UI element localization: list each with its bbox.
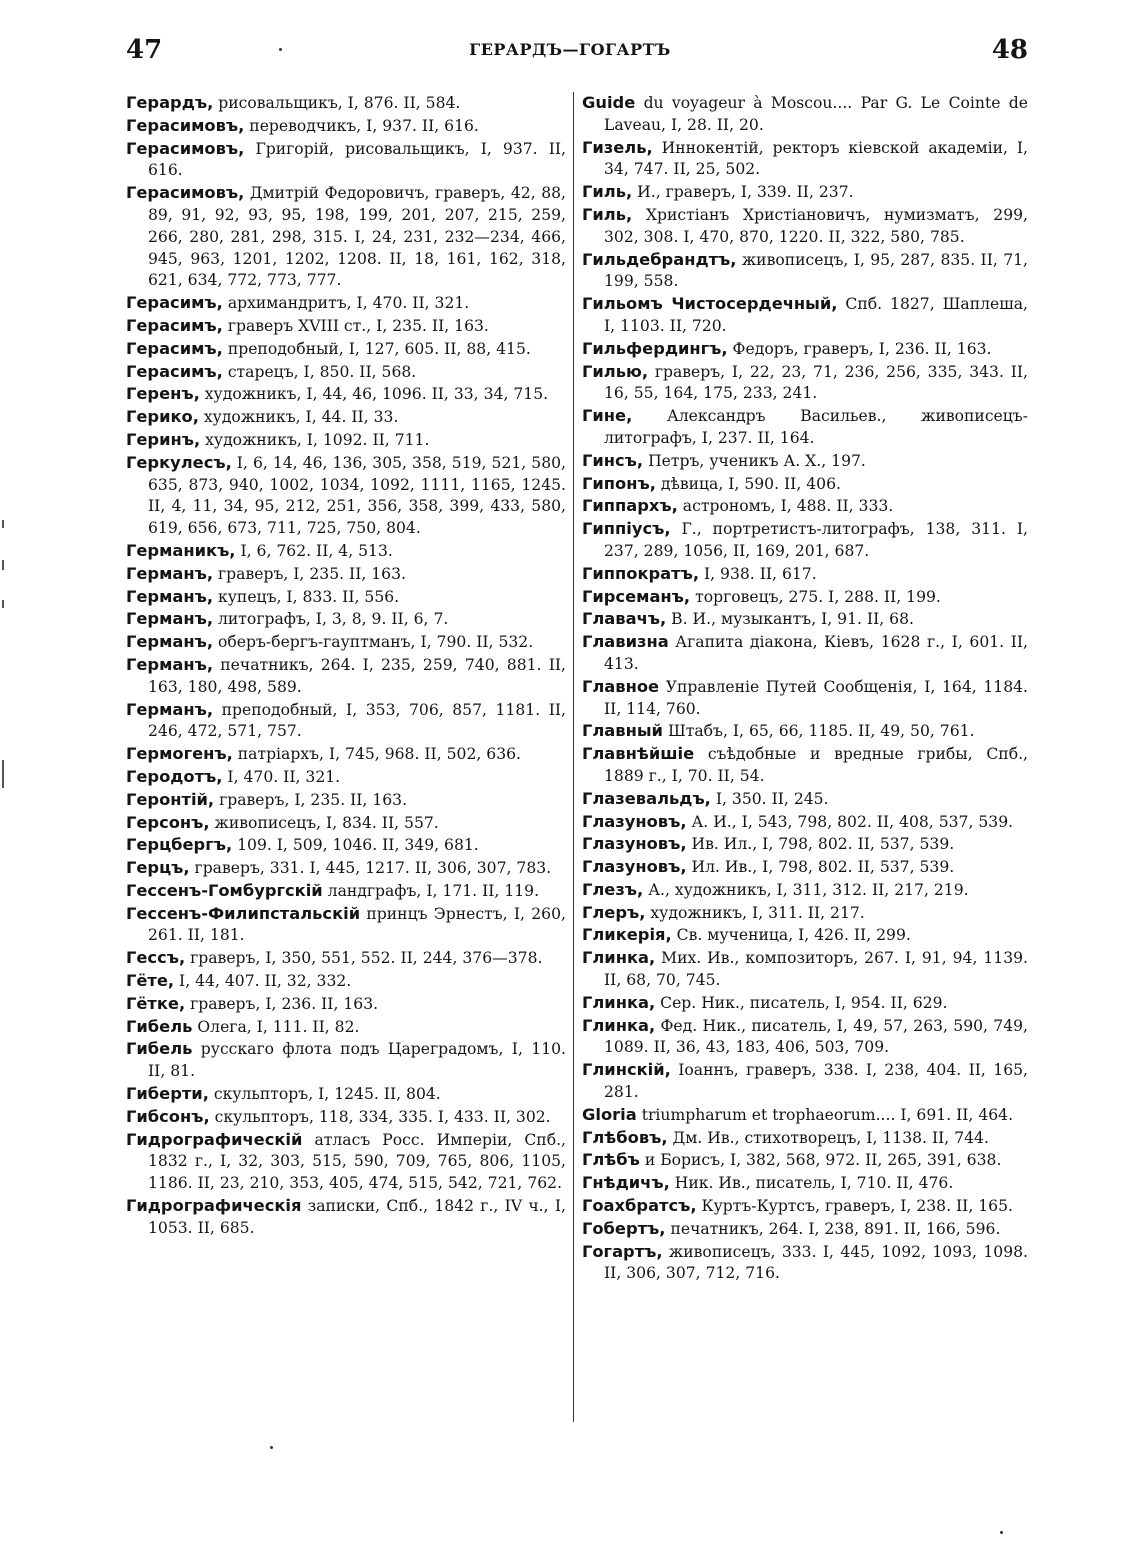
- entry-references: художникъ, I, 311. II, 217.: [645, 903, 865, 922]
- index-entry: [126, 608, 566, 631]
- entry-references: граверъ, I, 22, 23, 71, 236, 256, 335, 343. II, 16, 55, 164, 175, 233, 241.: [604, 362, 1028, 403]
- print-speck: [1000, 1531, 1003, 1534]
- entry-headword: Гиберти,: [126, 1084, 209, 1104]
- index-entry: [582, 811, 1028, 834]
- entry-headword: Герасимъ,: [126, 293, 223, 313]
- entry-references: Иннокентій, ректоръ кіевской академіи, I, 34, 747. II, 25, 502.: [604, 138, 1028, 179]
- entry-headword: Гине,: [582, 406, 633, 426]
- index-entry: [582, 450, 1028, 473]
- entry-references: и Борисъ, I, 382, 568, 972. II, 265, 391, 638.: [639, 1151, 1002, 1170]
- index-entry: [126, 563, 566, 586]
- print-speck: [279, 48, 282, 51]
- entry-references: печатникъ, 264. I, 235, 259, 740, 881. II, 163, 180, 498, 589.: [148, 655, 566, 696]
- entry-references: живописецъ, I, 95, 287, 835. II, 71, 199, 558.: [604, 250, 1028, 291]
- entry-references: старецъ, I, 850. II, 568.: [222, 362, 417, 381]
- entry-references: I, 470. II, 321.: [222, 767, 341, 786]
- index-entry: [582, 1195, 1028, 1218]
- index-entry: [582, 586, 1028, 609]
- entry-references: скульпторъ, I, 1245. II, 804.: [208, 1085, 441, 1104]
- entry-headword: Глинка,: [582, 992, 656, 1012]
- entry-headword: Гипонъ,: [582, 473, 656, 493]
- index-entry: [126, 947, 566, 970]
- entry-references: Дм. Ив., стихотворецъ, I, 1138. II, 744.: [667, 1128, 989, 1147]
- entry-headword: Гибель: [126, 1016, 193, 1036]
- index-entry: [126, 115, 566, 138]
- entry-headword: Германъ,: [126, 609, 214, 629]
- entry-headword: Герасимовъ,: [126, 115, 245, 135]
- index-entry: [126, 789, 566, 812]
- index-entry: [126, 292, 566, 315]
- index-column-right: [582, 92, 1028, 1285]
- index-entry: [126, 857, 566, 880]
- entry-references: Г., портретистъ-литографъ, 138, 311. I, 237, 289, 1056, II, 169, 201, 687.: [604, 520, 1028, 560]
- index-entry: [582, 1218, 1028, 1241]
- entry-references: архимандритъ, I, 470. II, 321.: [222, 294, 470, 313]
- running-head: ГЕРАРДЪ—ГОГАРТЪ: [469, 40, 671, 59]
- index-entry: [126, 138, 566, 183]
- index-entry: [126, 406, 566, 429]
- entry-headword: Геринъ,: [126, 429, 201, 449]
- entry-references: астрономъ, I, 488. II, 333.: [677, 497, 894, 516]
- entry-references: купецъ, I, 833. II, 556.: [213, 587, 400, 606]
- entry-references: Александръ Васильев., живописецъ-литографъ, I, 237. II, 164.: [604, 407, 1028, 447]
- entry-headword: Герасимовъ,: [126, 183, 245, 203]
- entry-references: живописецъ, 333. I, 445, 1092, 1093, 1098. II, 306, 307, 712, 716.: [604, 1242, 1028, 1283]
- entry-headword: Гессъ,: [126, 948, 186, 968]
- entry-headword: Герардъ,: [126, 93, 214, 112]
- index-entry: [126, 699, 566, 744]
- index-entry: [582, 902, 1028, 925]
- entry-headword: Геродотъ,: [126, 766, 223, 786]
- index-entry: [126, 654, 566, 699]
- index-entry: [126, 540, 566, 563]
- entry-references: Мих. Ив., композиторъ, 267. I, 91, 94, 1139. II, 68, 70, 745.: [604, 949, 1028, 990]
- entry-references: Сер. Ник., писатель, I, 954. II, 629.: [655, 993, 948, 1012]
- entry-headword: Главный: [582, 721, 663, 741]
- entry-references: атласъ Росс. Имперіи, Спб., 1832 г., I, 32, 303, 515, 590, 709, 765, 806, 1105, 1186. II, 23, 210, 353, 405, 474, 515, 542, 721, 762.: [148, 1130, 566, 1193]
- index-entry: [582, 563, 1028, 586]
- entry-headword: Гильомъ Чистосердечный,: [582, 294, 838, 314]
- entry-references: Ил. Ив., I, 798, 802. II, 537, 539.: [686, 858, 955, 877]
- entry-references: Агапита діакона, Кіевъ, 1628 г., I, 601. II, 413.: [604, 633, 1028, 673]
- index-entry: [126, 1129, 566, 1195]
- index-entry: [126, 631, 566, 654]
- index-entry: [582, 1241, 1028, 1286]
- index-entry: [582, 1059, 1028, 1104]
- index-entry: [582, 856, 1028, 879]
- index-entry: [126, 92, 566, 115]
- entry-references: Дмитрій Федоровичъ, граверъ, 42, 88, 89, 91, 92, 93, 95, 198, 199, 201, 207, 215, 259, 266, 280, 281, 298, 315. I, 24, 231, 232—234, 466, 945, 963, 1201, 1202, 1208. II, 18, 161, 162, 318, 621, 634, 772, 773, 777.: [148, 184, 566, 290]
- entry-headword: Гидрографическія: [126, 1196, 302, 1216]
- entry-headword: Гиппократъ,: [582, 563, 700, 583]
- index-entry: [126, 1195, 566, 1240]
- entry-references: I, 938. II, 617.: [699, 564, 817, 583]
- entry-headword: Гиль,: [582, 204, 633, 224]
- entry-headword: Геркулесъ,: [126, 452, 232, 472]
- entry-references: принцъ Эрнестъ, I, 260, 261. II, 181.: [148, 904, 566, 945]
- entry-references: художникъ, I, 1092. II, 711.: [200, 430, 430, 449]
- index-entry: [582, 833, 1028, 856]
- entry-references: Христіанъ Христіановичъ, нумизматъ, 299, 302, 308. I, 470, 870, 1220. II, 322, 580, 785.: [604, 205, 1028, 246]
- entry-headword: Гермогенъ,: [126, 744, 233, 764]
- entry-references: I, 6, 762. II, 4, 513.: [235, 541, 393, 560]
- entry-headword: Глинка,: [582, 1015, 656, 1035]
- index-entry: [126, 1038, 566, 1083]
- entry-headword: Геронтій,: [126, 789, 215, 809]
- entry-headword: Геренъ,: [126, 384, 200, 404]
- entry-headword: Глазуновъ,: [582, 811, 687, 831]
- entry-references: triumpharum et trophaeorum.... I, 691. II, 464.: [636, 1105, 1014, 1124]
- entry-headword: Гессенъ-Филипстальскій: [126, 903, 361, 923]
- entry-headword: Германъ,: [126, 699, 214, 719]
- index-entry: [582, 676, 1028, 721]
- index-entry: [582, 788, 1028, 811]
- page-number-right: 48: [991, 35, 1028, 65]
- index-entry: [126, 452, 566, 540]
- entry-references: Св. мученица, I, 426. II, 299.: [671, 926, 911, 945]
- entry-headword: Глѣбъ: [582, 1150, 640, 1170]
- scan-edge-mark: [2, 760, 4, 788]
- entry-headword: Глазевальдъ,: [582, 788, 711, 808]
- entry-references: торговецъ, 275. I, 288. II, 199.: [690, 587, 941, 606]
- column-divider: [573, 92, 574, 1422]
- entry-references: дѣвица, I, 590. II, 406.: [655, 474, 841, 493]
- entry-headword: Герико,: [126, 407, 199, 427]
- entry-headword: Гибсонъ,: [126, 1106, 210, 1126]
- entry-references: преподобный, I, 127, 605. II, 88, 415.: [222, 339, 531, 358]
- entry-references: И., граверъ, I, 339. II, 237.: [632, 183, 854, 202]
- entry-references: Куртъ-Куртсъ, граверъ, I, 238. II, 165.: [696, 1197, 1013, 1216]
- entry-headword: Гоахбратсъ,: [582, 1196, 697, 1216]
- entry-references: патріархъ, I, 745, 968. II, 502, 636.: [232, 745, 522, 764]
- entry-headword: Guide: [582, 93, 636, 112]
- entry-references: рисовальщикъ, I, 876. II, 584.: [213, 94, 461, 112]
- entry-references: Олега, I, 111. II, 82.: [192, 1017, 360, 1036]
- index-entry: [126, 743, 566, 766]
- entry-headword: Гиль,: [582, 182, 633, 202]
- index-entry: [126, 182, 566, 292]
- entry-headword: Гётке,: [126, 993, 186, 1013]
- entry-references: I, 44, 407. II, 32, 332.: [174, 972, 352, 991]
- index-entry: [582, 947, 1028, 992]
- index-entry: [582, 743, 1028, 788]
- entry-headword: Гобертъ,: [582, 1218, 666, 1238]
- index-entry: [126, 834, 566, 857]
- entry-references: съѣдобные и вредные грибы, Спб., 1889 г., I, 70. II, 54.: [604, 745, 1028, 785]
- entry-headword: Герцъ,: [126, 858, 190, 878]
- entry-references: 109. I, 509, 1046. II, 349, 681.: [232, 836, 479, 855]
- entry-references: граверъ, I, 235. II, 163.: [213, 564, 406, 583]
- entry-references: I, 350. II, 245.: [710, 789, 829, 808]
- entry-headword: Глеръ,: [582, 902, 646, 922]
- index-entry: [582, 1015, 1028, 1060]
- index-entry: [582, 361, 1028, 406]
- entry-headword: Герасимъ,: [126, 315, 223, 335]
- index-entry: [582, 137, 1028, 182]
- entry-headword: Герасимовъ,: [126, 138, 245, 158]
- entry-references: скульпторъ, 118, 334, 335. I, 433. II, 302.: [209, 1107, 551, 1126]
- entry-headword: Герасимъ,: [126, 361, 223, 381]
- index-entry: [582, 924, 1028, 947]
- entry-headword: Глазуновъ,: [582, 834, 687, 854]
- index-entry: [582, 992, 1028, 1015]
- entry-headword: Гирсеманъ,: [582, 586, 691, 606]
- entry-references: литографъ, I, 3, 8, 9. II, 6, 7.: [213, 610, 449, 629]
- entry-headword: Gloria: [582, 1104, 637, 1124]
- index-entry: [126, 1083, 566, 1106]
- index-entry: [126, 361, 566, 384]
- index-entry: [582, 720, 1028, 743]
- index-entry: [126, 880, 566, 903]
- index-entry: [126, 766, 566, 789]
- index-entry: [582, 1172, 1028, 1195]
- index-entry: [582, 338, 1028, 361]
- index-entry: [126, 903, 566, 948]
- entry-headword: Германъ,: [126, 563, 214, 583]
- entry-headword: Главнѣйшіе: [582, 744, 695, 764]
- entry-references: переводчикъ, I, 937. II, 616.: [244, 116, 479, 135]
- entry-references: В. И., музыкантъ, I, 91. II, 68.: [666, 610, 914, 629]
- entry-headword: Глезъ,: [582, 879, 644, 899]
- entry-references: du voyageur à Moscou.... Par G. Le Cointe de Laveau, I, 28. II, 20.: [604, 94, 1028, 134]
- entry-references: Фед. Ник., писатель, I, 49, 57, 263, 590, 749, 1089. II, 36, 43, 183, 406, 503, 709.: [604, 1016, 1028, 1057]
- index-entry: [582, 293, 1028, 338]
- entry-headword: Глинка,: [582, 948, 656, 968]
- entry-references: живописецъ, I, 834. II, 557.: [209, 813, 439, 832]
- index-entry: [582, 249, 1028, 294]
- entry-headword: Германъ,: [126, 586, 214, 606]
- entry-headword: Гизель,: [582, 137, 653, 157]
- index-entry: [126, 970, 566, 993]
- entry-references: художникъ, I, 44, 46, 1096. II, 33, 34, 715.: [199, 385, 549, 404]
- index-entry: [582, 204, 1028, 249]
- entry-headword: Гидрографическій: [126, 1129, 303, 1149]
- entry-headword: Глазуновъ,: [582, 857, 687, 877]
- index-entry: [126, 338, 566, 361]
- entry-headword: Германикъ,: [126, 540, 236, 560]
- entry-references: граверъ, I, 350, 551, 552. II, 244, 376—378.: [185, 949, 543, 968]
- entry-headword: Главизна: [582, 632, 669, 652]
- entry-headword: Главное: [582, 676, 660, 696]
- entry-headword: Гильфердингъ,: [582, 338, 728, 358]
- entry-headword: Гёте,: [126, 971, 175, 991]
- entry-headword: Главачъ,: [582, 609, 667, 629]
- entry-headword: Гинсъ,: [582, 450, 644, 470]
- entry-references: А., художникъ, I, 311, 312. II, 217, 219.: [643, 880, 969, 899]
- scan-edge-mark: [2, 520, 4, 528]
- entry-headword: Гнѣдичъ,: [582, 1173, 670, 1193]
- page-header: [0, 34, 1140, 68]
- entry-headword: Гиппархъ,: [582, 496, 678, 516]
- entry-references: I, 6, 14, 46, 136, 305, 358, 519, 521, 580, 635, 873, 940, 1002, 1034, 1092, 1111, 1165, 1245. II, 4, 11, 34, 95, 212, 251, 356, 358, 399, 433, 580, 619, 656, 673, 711, 725, 750, 804.: [148, 453, 566, 538]
- index-entry: [582, 608, 1028, 631]
- index-entry: [582, 495, 1028, 518]
- entry-headword: Гессенъ-Гомбургскій: [126, 880, 323, 900]
- entry-headword: Гликерія,: [582, 925, 672, 945]
- index-entry: [126, 315, 566, 338]
- index-entry: [582, 1149, 1028, 1172]
- index-entry: [126, 993, 566, 1016]
- index-entry: [126, 429, 566, 452]
- index-entry: [582, 92, 1028, 137]
- entry-headword: Гиппіусъ,: [582, 519, 671, 539]
- entry-references: граверъ, I, 235. II, 163.: [214, 790, 408, 809]
- entry-headword: Герцбергъ,: [126, 835, 233, 855]
- entry-headword: Глинскій,: [582, 1060, 671, 1080]
- entry-references: преподобный, I, 353, 706, 857, 1181. II, 246, 472, 571, 757.: [148, 700, 566, 741]
- entry-headword: Герсонъ,: [126, 812, 210, 832]
- entry-references: оберъ-бергъ-гауптманъ, I, 790. II, 532.: [213, 633, 534, 652]
- index-entry: [582, 631, 1028, 676]
- entry-references: А. И., I, 543, 798, 802. II, 408, 537, 539.: [686, 812, 1014, 831]
- index-entry: [582, 1127, 1028, 1150]
- index-entry: [126, 812, 566, 835]
- entry-headword: Германъ,: [126, 654, 214, 674]
- entry-references: граверъ, I, 236. II, 163.: [185, 994, 379, 1013]
- entry-references: Штабъ, I, 65, 66, 1185. II, 49, 50, 761.: [662, 722, 975, 741]
- entry-references: Петръ, ученикъ А. Х., 197.: [643, 451, 866, 470]
- entry-references: Управленіе Путей Сообщенія, I, 164, 1184. II, 114, 760.: [604, 677, 1028, 718]
- index-entry: [126, 1106, 566, 1129]
- entry-headword: Гилью,: [582, 361, 649, 381]
- entry-headword: Герасимъ,: [126, 338, 223, 358]
- entry-references: Спб. 1827, Шаплеша, I, 1103. II, 720.: [604, 295, 1028, 335]
- index-entry: [582, 473, 1028, 496]
- entry-references: Федоръ, граверъ, I, 236. II, 163.: [727, 339, 992, 358]
- scan-edge-mark: [2, 600, 4, 608]
- index-entry: [582, 405, 1028, 450]
- entry-references: Григорій, рисовальщикъ, I, 937. II, 616.: [148, 139, 566, 180]
- entry-references: художникъ, I, 44. II, 33.: [198, 408, 399, 427]
- entry-references: Ник. Ив., писатель, I, 710. II, 476.: [669, 1174, 954, 1193]
- index-entry: [126, 1016, 566, 1039]
- entry-headword: Гогартъ,: [582, 1241, 663, 1261]
- print-speck: [270, 1446, 273, 1449]
- entry-references: русскаго флота подъ Цареградомъ, I, 110. II, 81.: [148, 1040, 566, 1081]
- index-entry: [582, 1104, 1028, 1127]
- entry-references: граверъ XVIII ст., I, 235. II, 163.: [222, 316, 489, 335]
- index-entry: [582, 518, 1028, 563]
- entry-references: печатникъ, 264. I, 238, 891. II, 166, 596.: [665, 1219, 1001, 1238]
- entry-references: Іоаннъ, граверъ, 338. I, 238, 404. II, 165, 281.: [604, 1061, 1028, 1102]
- entry-references: граверъ, 331. I, 445, 1217. II, 306, 307, 783.: [189, 859, 552, 878]
- index-entry: [126, 383, 566, 406]
- entry-references: Ив. Ил., I, 798, 802. II, 537, 539.: [686, 835, 955, 854]
- entry-references: записки, Спб., 1842 г., IV ч., I, 1053. II, 685.: [148, 1197, 566, 1237]
- index-entry: [126, 586, 566, 609]
- index-entry: [582, 879, 1028, 902]
- index-column-left: [126, 92, 566, 1240]
- page-number-left: 47: [126, 35, 163, 65]
- scan-edge-mark: [2, 560, 4, 570]
- entry-references: ландграфъ, I, 171. II, 119.: [322, 881, 540, 900]
- entry-headword: Глѣбовъ,: [582, 1127, 668, 1147]
- index-entry: [582, 181, 1028, 204]
- entry-headword: Гильдебрандтъ,: [582, 249, 737, 269]
- entry-headword: Германъ,: [126, 632, 214, 652]
- entry-headword: Гибель: [126, 1039, 193, 1059]
